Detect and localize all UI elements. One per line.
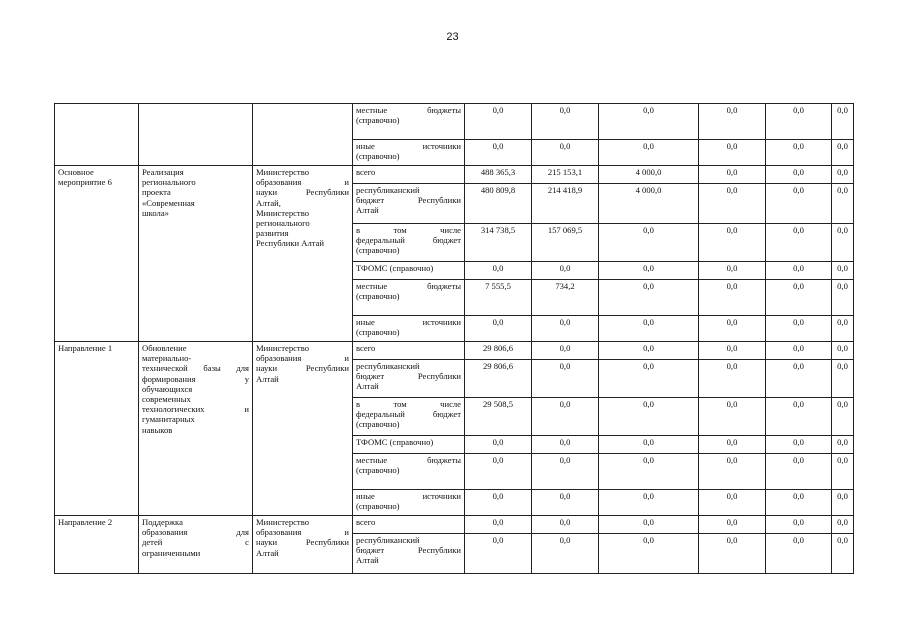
source-cell-line: бюджет Республики: [356, 371, 461, 382]
value-cell: 0,0: [766, 398, 832, 436]
value-cell: 0,0: [766, 262, 832, 280]
measure-title-cell-line: детей с: [142, 537, 249, 548]
source-cell: [353, 316, 465, 342]
measure-title-cell-line: Обновление: [142, 343, 187, 353]
measure-title-cell-line: материально-: [142, 353, 192, 364]
value-cell: 0,0: [465, 316, 532, 342]
value-cell: 0,0: [699, 490, 766, 516]
source-cell: [353, 398, 465, 436]
value-cell: 0,0: [699, 104, 766, 140]
value-cell: 0,0: [699, 224, 766, 262]
executor-cell: [253, 516, 353, 574]
value-cell: 0,0: [699, 534, 766, 574]
executor-cell-line: Министерство: [256, 517, 309, 527]
value-cell: 0,0: [532, 516, 599, 534]
source-cell: [353, 280, 465, 316]
source-cell: [353, 490, 465, 516]
source-cell-line: ТФОМС (справочно): [356, 263, 434, 273]
value-cell: 157 069,5: [532, 224, 599, 262]
executor-cell: [253, 166, 353, 342]
source-cell-line: местные бюджеты: [356, 105, 461, 115]
source-cell-line: (справочно): [356, 245, 400, 256]
source-cell-line: федеральный бюджет: [356, 409, 461, 420]
value-cell: 0,0: [532, 490, 599, 516]
value-cell: 0,0: [832, 342, 854, 360]
measure-title-cell-line: образования для: [142, 527, 249, 538]
value-cell: 0,0: [766, 534, 832, 574]
funding-table: [54, 103, 854, 574]
measure-title-cell: [139, 516, 253, 574]
value-cell: 0,0: [766, 516, 832, 534]
value-cell: 0,0: [599, 436, 699, 454]
value-cell: 0,0: [599, 104, 699, 140]
source-cell: [353, 166, 465, 184]
measure-title-cell-line: гуманитарных: [142, 414, 195, 425]
table-row: [55, 166, 854, 184]
value-cell: 0,0: [532, 262, 599, 280]
executor-cell-line: науки Республики: [256, 537, 349, 548]
value-cell: 0,0: [766, 436, 832, 454]
value-cell: 0,0: [766, 104, 832, 140]
value-cell: 0,0: [832, 166, 854, 184]
value-cell: 0,0: [599, 490, 699, 516]
source-cell-line: всего: [356, 167, 376, 177]
executor-cell-line: науки Республики: [256, 187, 349, 198]
table-body: [55, 104, 854, 574]
source-cell-line: бюджет Республики: [356, 195, 461, 206]
value-cell: 0,0: [832, 534, 854, 574]
value-cell: 29 508,5: [465, 398, 532, 436]
measure-title-cell: [139, 342, 253, 516]
executor-cell-line: Министерство: [256, 167, 309, 177]
source-cell-line: в том числе: [356, 225, 461, 235]
measure-title-cell-line: современных: [142, 394, 191, 405]
value-cell: 0,0: [532, 360, 599, 398]
source-cell: [353, 184, 465, 224]
value-cell: 0,0: [832, 398, 854, 436]
executor-cell-line: Министерство: [256, 207, 309, 218]
source-cell-line: иные источники: [356, 141, 461, 151]
source-cell: [353, 104, 465, 140]
table-row: [55, 104, 854, 140]
table-row: [55, 516, 854, 534]
source-cell-line: местные бюджеты: [356, 281, 461, 291]
value-cell: 488 365,3: [465, 166, 532, 184]
value-cell: 0,0: [599, 280, 699, 316]
measure-title-cell-line: ограниченными: [142, 547, 201, 558]
value-cell: 0,0: [699, 140, 766, 166]
executor-cell-line: Республики Алтай: [256, 238, 325, 249]
value-cell: 0,0: [832, 490, 854, 516]
value-cell: 0,0: [532, 342, 599, 360]
source-cell: [353, 224, 465, 262]
value-cell: 0,0: [599, 342, 699, 360]
value-cell: 0,0: [699, 436, 766, 454]
source-cell-line: местные бюджеты: [356, 455, 461, 465]
executor-cell-line: образования и: [256, 353, 349, 364]
source-cell-line: федеральный бюджет: [356, 235, 461, 246]
source-cell: [353, 342, 465, 360]
value-cell: 0,0: [766, 342, 832, 360]
executor-cell-line: образования и: [256, 177, 349, 188]
measure-title-cell-line: формирования у: [142, 373, 249, 384]
source-cell: [353, 140, 465, 166]
value-cell: 0,0: [532, 398, 599, 436]
source-cell-line: иные источники: [356, 491, 461, 501]
executor-cell-line: Алтай,: [256, 197, 281, 208]
value-cell: 0,0: [766, 454, 832, 490]
value-cell: 0,0: [465, 454, 532, 490]
source-cell-line: в том числе: [356, 399, 461, 409]
value-cell: 0,0: [832, 436, 854, 454]
value-cell: 0,0: [766, 224, 832, 262]
value-cell: 0,0: [465, 436, 532, 454]
value-cell: 0,0: [465, 490, 532, 516]
source-cell-line: (справочно): [356, 115, 400, 126]
source-cell: [353, 516, 465, 534]
source-cell: [353, 436, 465, 454]
value-cell: 0,0: [766, 184, 832, 224]
value-cell: 0,0: [766, 280, 832, 316]
value-cell: 0,0: [832, 104, 854, 140]
value-cell: 29 806,6: [465, 342, 532, 360]
source-cell: [353, 360, 465, 398]
value-cell: 0,0: [832, 224, 854, 262]
value-cell: 0,0: [832, 516, 854, 534]
value-cell: 0,0: [766, 166, 832, 184]
measure-title-cell-line: школа»: [142, 207, 169, 218]
value-cell: 0,0: [699, 516, 766, 534]
source-cell-line: (справочно): [356, 465, 400, 476]
measure-title-cell-line: проекта: [142, 187, 171, 198]
measure-name-cell: [55, 516, 139, 574]
title-cell: [139, 104, 253, 166]
source-cell-line: (справочно): [356, 501, 400, 512]
value-cell: 0,0: [599, 398, 699, 436]
source-cell-line: иные источники: [356, 317, 461, 327]
source-cell-line: республиканский: [356, 535, 420, 545]
source-cell-line: (справочно): [356, 327, 400, 338]
value-cell: 214 418,9: [532, 184, 599, 224]
measure-title-cell: [139, 166, 253, 342]
value-cell: 0,0: [766, 316, 832, 342]
executor-cell-line: Алтай: [256, 373, 279, 384]
executor-cell-line: науки Республики: [256, 363, 349, 374]
measure-name-cell-line: Направление 2: [58, 517, 113, 527]
value-cell: 0,0: [599, 316, 699, 342]
value-cell: 314 738,5: [465, 224, 532, 262]
value-cell: 0,0: [699, 398, 766, 436]
value-cell: 0,0: [599, 534, 699, 574]
source-cell-line: всего: [356, 343, 376, 353]
measure-name-cell-line: Основное: [58, 167, 94, 177]
value-cell: 0,0: [699, 280, 766, 316]
value-cell: 0,0: [699, 360, 766, 398]
value-cell: 0,0: [599, 262, 699, 280]
value-cell: 0,0: [832, 316, 854, 342]
executor-cell: [253, 104, 353, 166]
value-cell: 0,0: [832, 360, 854, 398]
value-cell: 0,0: [599, 360, 699, 398]
value-cell: 734,2: [532, 280, 599, 316]
value-cell: 0,0: [599, 454, 699, 490]
value-cell: 0,0: [532, 316, 599, 342]
executor-cell-line: Алтай: [256, 547, 279, 558]
source-cell-line: бюджет Республики: [356, 545, 461, 556]
value-cell: 0,0: [465, 104, 532, 140]
value-cell: 0,0: [832, 140, 854, 166]
value-cell: 0,0: [699, 342, 766, 360]
executor-cell-line: Министерство: [256, 343, 309, 353]
executor-cell: [253, 342, 353, 516]
measure-name-cell-line: Направление 1: [58, 343, 113, 353]
value-cell: 0,0: [599, 516, 699, 534]
measure-title-cell-line: обучающихся: [142, 383, 193, 394]
value-cell: 7 555,5: [465, 280, 532, 316]
value-cell: 215 153,1: [532, 166, 599, 184]
source-cell-line: всего: [356, 517, 376, 527]
measure-title-cell-line: регионального: [142, 177, 196, 188]
value-cell: 0,0: [699, 166, 766, 184]
page-number: 23: [446, 31, 459, 43]
value-cell: 0,0: [766, 490, 832, 516]
value-cell: 0,0: [699, 454, 766, 490]
source-cell: [353, 454, 465, 490]
executor-cell-line: развития: [256, 228, 289, 239]
value-cell: 0,0: [599, 224, 699, 262]
source-cell-line: (справочно): [356, 291, 400, 302]
measure-title-cell-line: «Современная: [142, 197, 195, 208]
value-cell: 0,0: [832, 280, 854, 316]
source-cell-line: Алтай: [356, 205, 379, 216]
value-cell: 0,0: [832, 262, 854, 280]
value-cell: 0,0: [766, 140, 832, 166]
value-cell: 0,0: [465, 534, 532, 574]
source-cell-line: (справочно): [356, 419, 400, 430]
value-cell: 0,0: [766, 360, 832, 398]
value-cell: 29 806,6: [465, 360, 532, 398]
value-cell: 0,0: [532, 454, 599, 490]
source-cell: [353, 534, 465, 574]
measure-title-cell-line: навыков: [142, 424, 173, 435]
value-cell: 0,0: [532, 436, 599, 454]
value-cell: 0,0: [465, 140, 532, 166]
table-row: [55, 342, 854, 360]
executor-cell-line: регионального: [256, 218, 310, 229]
source-cell-line: ТФОМС (справочно): [356, 437, 434, 447]
measure-title-cell-line: технической базы для: [142, 363, 249, 374]
measure-name-cell-line: мероприятие 6: [58, 177, 112, 188]
value-cell: 4 000,0: [599, 184, 699, 224]
measure-title-cell-line: Реализация: [142, 167, 184, 177]
value-cell: 0,0: [532, 104, 599, 140]
value-cell: 0,0: [465, 262, 532, 280]
value-cell: 0,0: [832, 184, 854, 224]
value-cell: 0,0: [699, 316, 766, 342]
name-cell: [55, 104, 139, 166]
value-cell: 0,0: [599, 140, 699, 166]
value-cell: 0,0: [699, 262, 766, 280]
measure-name-cell: [55, 342, 139, 516]
measure-title-cell-line: Поддержка: [142, 517, 183, 527]
value-cell: 0,0: [465, 516, 532, 534]
executor-cell-line: образования и: [256, 527, 349, 538]
measure-title-cell-line: технологических и: [142, 404, 249, 415]
source-cell: [353, 262, 465, 280]
value-cell: 0,0: [699, 184, 766, 224]
source-cell-line: республиканский: [356, 185, 420, 195]
value-cell: 4 000,0: [599, 166, 699, 184]
value-cell: 0,0: [532, 534, 599, 574]
value-cell: 480 809,8: [465, 184, 532, 224]
source-cell-line: Алтай: [356, 381, 379, 392]
value-cell: 0,0: [532, 140, 599, 166]
measure-name-cell: [55, 166, 139, 342]
source-cell-line: (справочно): [356, 151, 400, 162]
source-cell-line: республиканский: [356, 361, 420, 371]
value-cell: 0,0: [832, 454, 854, 490]
source-cell-line: Алтай: [356, 555, 379, 566]
